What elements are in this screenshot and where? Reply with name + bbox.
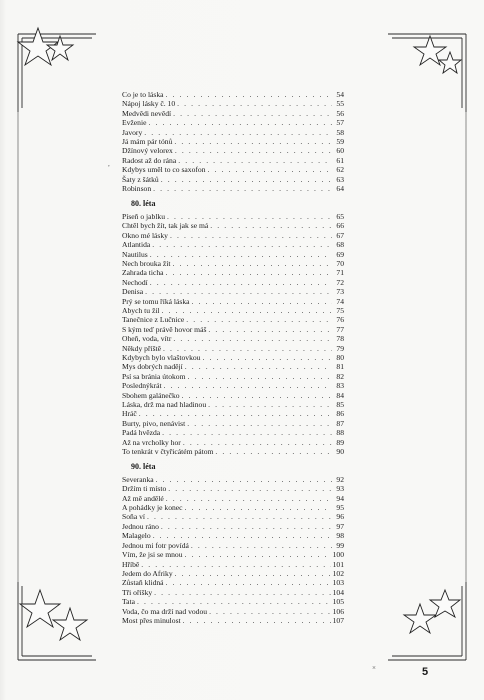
entry-page: 100: [332, 550, 344, 560]
entry-title: Okno mé lásky: [122, 230, 168, 240]
toc-entry: [122, 165, 344, 174]
dot-leader: [162, 428, 332, 437]
dot-leader: [152, 240, 332, 249]
entry-title: Abych tu žil: [122, 305, 160, 315]
entry-page: 69: [336, 249, 344, 259]
entry-page: 65: [336, 211, 344, 221]
toc-entry: [122, 128, 344, 137]
entry-page: 98: [336, 531, 344, 541]
entry-page: 85: [336, 400, 344, 409]
entry-title: Já mám pár tónů: [122, 137, 173, 147]
entry-page: 62: [336, 165, 344, 175]
dot-leader: [185, 550, 331, 559]
toc-entry: [122, 287, 344, 296]
dot-leader: [186, 315, 332, 324]
entry-page: 64: [336, 184, 344, 194]
entry-title: Džínový velorex: [122, 146, 173, 156]
dot-leader: [209, 607, 331, 616]
dot-leader: [182, 391, 332, 400]
dot-leader: [166, 90, 332, 99]
section-heading: 80. léta: [131, 199, 156, 209]
pencil-mark: ×: [372, 664, 376, 672]
entry-page: 79: [336, 343, 344, 353]
toc-entry: [122, 607, 344, 616]
entry-page: 101: [332, 559, 344, 569]
entry-page: 106: [332, 606, 344, 616]
toc-entry: [122, 578, 344, 587]
entry-page: 87: [336, 418, 344, 428]
dot-leader: [153, 531, 332, 540]
entry-title: Chtěl bych žít, tak jak se má: [122, 221, 209, 231]
page-number: 5: [422, 666, 429, 678]
star-icon: [404, 604, 436, 633]
entry-page: 86: [336, 409, 344, 419]
dot-leader: [147, 512, 332, 521]
entry-page: 88: [336, 428, 344, 438]
toc-entry: [122, 541, 344, 550]
toc-entry: [122, 175, 344, 184]
entry-page: 72: [336, 277, 344, 287]
dot-leader: [173, 334, 332, 343]
toc-entry: [122, 240, 344, 249]
entry-page: 54: [336, 90, 344, 99]
dot-leader: [208, 165, 332, 174]
toc-entry: [122, 512, 344, 521]
entry-page: 57: [336, 118, 344, 128]
dot-leader: [141, 560, 330, 569]
toc-entry: [122, 221, 344, 230]
toc-entry: [122, 325, 344, 334]
entry-page: 104: [332, 587, 344, 597]
toc-entry: [122, 353, 344, 362]
toc-entry: [122, 278, 344, 287]
entry-title: Mys dobrých nadějí: [122, 362, 183, 372]
toc-entry: [122, 146, 344, 155]
entry-page: 66: [336, 221, 344, 231]
toc-entry: [122, 250, 344, 259]
entry-title: Někdy příště: [122, 343, 162, 353]
toc-entry: [122, 569, 344, 578]
toc-entry: [122, 212, 344, 221]
entry-page: 63: [336, 174, 344, 184]
toc-entry: [122, 616, 344, 625]
table-of-contents: [122, 90, 344, 625]
toc-entry: [122, 315, 344, 324]
toc-entry: [122, 99, 344, 108]
entry-title: Radost až do rána: [122, 155, 177, 165]
toc-entry: [122, 391, 344, 400]
entry-page: 102: [332, 568, 344, 578]
entry-title: Vím, že jsi se mnou: [122, 550, 183, 560]
toc-entry: [122, 259, 344, 268]
entry-page: 96: [336, 512, 344, 522]
dot-leader: [168, 484, 332, 493]
entry-page: 78: [336, 334, 344, 344]
entry-title: Zahrada ticha: [122, 268, 164, 278]
toc-entry: [122, 597, 344, 606]
entry-page: 81: [336, 362, 344, 372]
entry-title: Jedem do Afriky: [122, 568, 173, 578]
dot-leader: [187, 419, 332, 428]
entry-title: Píseň o jablku: [122, 211, 166, 221]
entry-title: Poslednýkrát: [122, 381, 162, 391]
toc-entry: [122, 428, 344, 437]
dot-leader: [188, 372, 333, 381]
entry-page: 89: [336, 437, 344, 447]
entry-page: 92: [336, 474, 344, 484]
dot-leader: [137, 597, 331, 606]
star-icon: [439, 52, 461, 73]
dot-leader: [144, 128, 332, 137]
toc-entry: [122, 400, 344, 409]
entry-page: 105: [332, 597, 344, 607]
toc-entry: [122, 306, 344, 315]
dot-leader: [175, 146, 332, 155]
dot-leader: [191, 541, 332, 550]
dot-leader: [174, 137, 332, 146]
entry-title: Javory: [122, 127, 143, 137]
dot-leader: [166, 268, 332, 277]
entry-title: To tenkrát v čtyřicátém pátom: [122, 447, 214, 457]
dot-leader: [192, 297, 333, 306]
entry-page: 75: [336, 305, 344, 315]
entry-page: 68: [336, 240, 344, 250]
entry-page: 107: [332, 615, 344, 625]
entry-page: 61: [336, 155, 344, 165]
star-icon: [53, 608, 87, 640]
entry-title: Co je to láska: [122, 90, 164, 99]
pencil-mark: ,: [108, 160, 110, 168]
entry-page: 60: [336, 146, 344, 156]
toc-section: [122, 462, 344, 625]
toc-entry: [122, 494, 344, 503]
entry-title: Nechodí: [122, 277, 148, 287]
entry-page: 94: [336, 493, 344, 503]
dot-leader: [208, 400, 332, 409]
dot-leader: [154, 588, 330, 597]
dot-leader: [177, 99, 332, 108]
entry-title: Držím ti místo: [122, 484, 167, 494]
dot-leader: [145, 287, 332, 296]
toc-entry: [122, 560, 344, 569]
dot-leader: [173, 259, 333, 268]
entry-page: 82: [336, 371, 344, 381]
toc-entry: [122, 381, 344, 390]
dot-leader: [166, 494, 332, 503]
entry-title: Kdybys uměl to co saxofon: [122, 165, 206, 175]
entry-title: Jednou mi fotr povídá: [122, 540, 189, 550]
dot-leader: [153, 184, 332, 193]
dot-leader: [156, 475, 332, 484]
entry-title: Tanečnice z Lučnice: [122, 315, 185, 325]
entry-page: 84: [336, 390, 344, 400]
dot-leader: [161, 522, 332, 531]
entry-page: 77: [336, 324, 344, 334]
toc-entry: [122, 484, 344, 493]
entry-title: S kým teď právě hovor máš: [122, 324, 207, 334]
toc-entry: [122, 503, 344, 512]
entry-title: Voda, čo ma drží nad vodou: [122, 606, 208, 616]
entry-page: 90: [336, 447, 344, 457]
toc-entry: [122, 475, 344, 484]
toc-entry: [122, 522, 344, 531]
dot-leader: [215, 447, 332, 456]
toc-entry: [122, 268, 344, 277]
entry-title: Severanka: [122, 474, 154, 484]
dot-leader: [185, 503, 332, 512]
entry-title: Jednou ráno: [122, 521, 159, 531]
dot-leader: [164, 381, 332, 390]
dot-leader: [163, 344, 332, 353]
entry-title: Láska, drž ma nad hladinou: [122, 400, 207, 409]
dot-leader: [167, 212, 332, 221]
star-icon: [430, 590, 460, 617]
toc-entry: [122, 90, 344, 99]
toc-entry: [122, 372, 344, 381]
entry-page: 58: [336, 127, 344, 137]
entry-title: Burty, pivo, nenávist: [122, 418, 186, 428]
entry-title: Oheň, voda, vítr: [122, 334, 172, 344]
toc-entry: [122, 362, 344, 371]
dot-leader: [183, 438, 332, 447]
toc-entry: [122, 297, 344, 306]
toc-entry: [122, 156, 344, 165]
toc-entry: [122, 109, 344, 118]
entry-title: Tata: [122, 597, 135, 607]
dot-leader: [161, 175, 332, 184]
dot-leader: [150, 278, 332, 287]
toc-entry: [122, 550, 344, 559]
entry-page: 97: [336, 521, 344, 531]
toc-entry: [122, 118, 344, 127]
entry-title: Hráč: [122, 409, 137, 419]
dot-leader: [173, 109, 332, 118]
entry-title: Malagelo: [122, 531, 151, 541]
entry-title: Prý se tomu říká láska: [122, 296, 190, 306]
toc-entry: [122, 438, 344, 447]
entry-page: 56: [336, 108, 344, 118]
toc-entry: [122, 344, 344, 353]
entry-title: Nápoj lásky č. 10: [122, 99, 176, 109]
entry-title: Kdybych bylo vlaštovkou: [122, 352, 201, 362]
entry-title: Zůstaň klidná: [122, 578, 164, 588]
entry-title: Hříbě: [122, 559, 140, 569]
entry-title: Robinson: [122, 184, 152, 194]
entry-title: Až na vrcholky hor: [122, 437, 181, 447]
toc-entry: [122, 419, 344, 428]
dot-leader: [139, 409, 332, 418]
dot-leader: [162, 306, 332, 315]
entry-page: 93: [336, 484, 344, 494]
dot-leader: [202, 353, 332, 362]
entry-page: 76: [336, 315, 344, 325]
entry-title: Sbohem galánečko: [122, 390, 180, 400]
toc-entry: [122, 588, 344, 597]
star-icon: [47, 36, 73, 60]
dot-leader: [208, 325, 332, 334]
dot-leader: [183, 616, 331, 625]
entry-title: Soňa ví: [122, 512, 145, 522]
entry-title: Evženie: [122, 118, 147, 128]
entry-page: 67: [336, 230, 344, 240]
toc-entry: [122, 447, 344, 456]
section-heading: 90. léta: [131, 462, 156, 472]
dot-leader: [210, 221, 332, 230]
toc-entry: [122, 231, 344, 240]
toc-entry: [122, 334, 344, 343]
toc-section: [122, 90, 344, 193]
entry-title: Nautilus: [122, 249, 148, 259]
entry-title: Nech brouka žít: [122, 258, 171, 268]
entry-page: 70: [336, 258, 344, 268]
entry-title: Medvědi nevědí: [122, 108, 172, 118]
entry-title: Až mě andělé: [122, 493, 164, 503]
entry-page: 59: [336, 137, 344, 147]
star-icon: [20, 590, 60, 627]
entry-title: Atlantida: [122, 240, 151, 250]
dot-leader: [175, 569, 331, 578]
entry-page: 74: [336, 296, 344, 306]
dot-leader: [185, 362, 332, 371]
entry-page: 71: [336, 268, 344, 278]
entry-title: Padá hvězda: [122, 428, 161, 438]
entry-title: Šaty z šátků: [122, 174, 159, 184]
dot-leader: [150, 250, 332, 259]
entry-title: Psí sa bránia útokom: [122, 371, 186, 381]
entry-title: Denisa: [122, 287, 144, 297]
toc-entry: [122, 531, 344, 540]
entry-page: 95: [336, 503, 344, 513]
toc-section: [122, 199, 344, 456]
entry-page: 73: [336, 287, 344, 297]
dot-leader: [166, 578, 331, 587]
dot-leader: [148, 118, 332, 127]
entry-page: 83: [336, 381, 344, 391]
entry-title: A pohádky je konec: [122, 503, 183, 513]
entry-title: Most přes minulost: [122, 615, 181, 625]
toc-entry: [122, 184, 344, 193]
entry-page: 55: [336, 99, 344, 109]
entry-page: 103: [332, 578, 344, 588]
dot-leader: [178, 156, 332, 165]
dot-leader: [170, 231, 332, 240]
toc-entry: [122, 137, 344, 146]
entry-title: Tři oříšky: [122, 587, 153, 597]
entry-page: 99: [336, 540, 344, 550]
entry-page: 80: [336, 352, 344, 362]
toc-entry: [122, 409, 344, 418]
